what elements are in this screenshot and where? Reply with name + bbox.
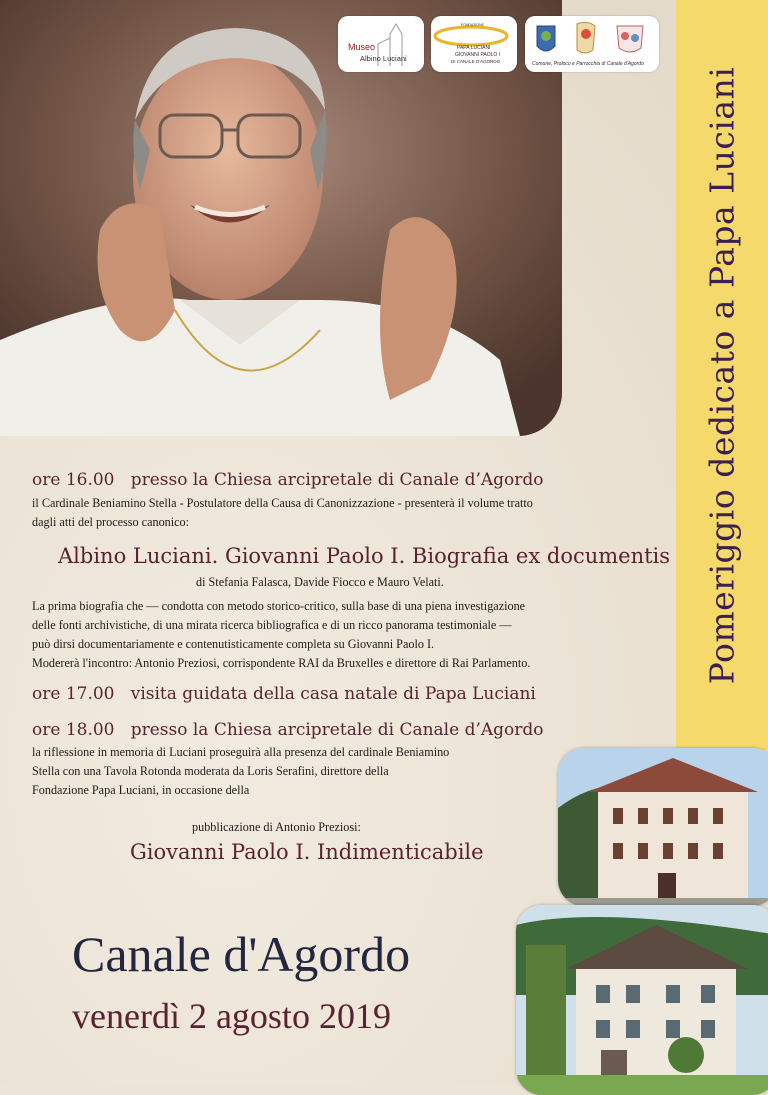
event1-line1: il Cardinale Beniamino Stella - Postulatore della Causa di Canonizzazione - presenterà il volume tratto <box>32 496 533 510</box>
publication-intro: pubblicazione di Antonio Preziosi: <box>192 820 361 834</box>
event1-time: ore 16.00 <box>32 470 115 490</box>
book-desc-line1: La prima biografia che — condotta con metodo storico-critico, sulla base di una piena investigazione <box>32 599 526 613</box>
event2-heading <box>32 684 536 704</box>
event3-line3: Fondazione Papa Luciani, in occasione della <box>32 783 250 797</box>
book-authors: di Stefania Falasca, Davide Fiocco e Mauro Velati. <box>196 575 444 589</box>
fondazione-line2: GIOVANNI PAOLO I <box>455 52 501 58</box>
book-desc-line3: può dirsi documentariamente e contenutisticamente completa su Giovanni Paolo I. <box>32 637 435 651</box>
book-title: Albino Luciani. Giovanni Paolo I. Biografia ex documentis <box>58 544 671 568</box>
comune-logos <box>525 16 659 72</box>
fondazione-line3: DI CANALE D'AGORDO <box>451 59 501 64</box>
event1-place: presso la Chiesa arcipretale di Canale d’Agordo <box>130 470 544 490</box>
museo-logo <box>338 16 424 72</box>
fondazione-top: FONDAZIONE <box>461 23 484 27</box>
birth-house-photo <box>558 748 768 906</box>
place-title: Canale d'Agordo <box>72 926 411 982</box>
book-desc-line4: Modererà l'incontro: Antonio Preziosi, corrispondente RAI da Bruxelles e direttore di Rai Parlamento. <box>32 656 531 670</box>
side-title-container <box>676 0 768 750</box>
event3-line1: la riflessione in memoria di Luciani proseguirà alla presenza del cardinale Beniamino <box>32 745 450 759</box>
event3-place: presso la Chiesa arcipretale di Canale d’Agordo <box>130 720 544 740</box>
event3-heading <box>32 720 544 740</box>
event-date: venerdì 2 agosto 2019 <box>72 996 391 1036</box>
museo-logo-line2: Albino Luciani <box>360 54 407 63</box>
building-illustration <box>558 748 768 906</box>
comune-caption: Comune, Proloco e Parrocchia di Canale d'Agordo <box>532 61 644 67</box>
museum-building-photo <box>516 905 768 1095</box>
side-title: Pomeriggio dedicato a Papa Luciani <box>702 66 742 684</box>
event2-time: ore 17.00 <box>32 684 115 704</box>
house-illustration <box>516 905 768 1095</box>
event3-time: ore 18.00 <box>32 720 115 740</box>
museo-logo-line1: Museo <box>348 42 376 52</box>
event1-heading <box>32 470 544 490</box>
publication-title: Giovanni Paolo I. Indimenticabile <box>130 840 484 864</box>
fondazione-line1: PAPA LUCIANI <box>457 45 491 51</box>
fondazione-logo <box>431 16 517 72</box>
event2-text: visita guidata della casa natale di Papa Luciani <box>130 684 536 704</box>
event1-line2: dagli atti del processo canonico: <box>32 515 190 529</box>
event3-line2: Stella con una Tavola Rotonda moderata da Loris Serafini, direttore della <box>32 764 389 778</box>
book-desc-line2: delle fonti archivistiche, di una mirata ricerca bibliografica e di un ricco panorama testimoniale — <box>32 618 512 632</box>
